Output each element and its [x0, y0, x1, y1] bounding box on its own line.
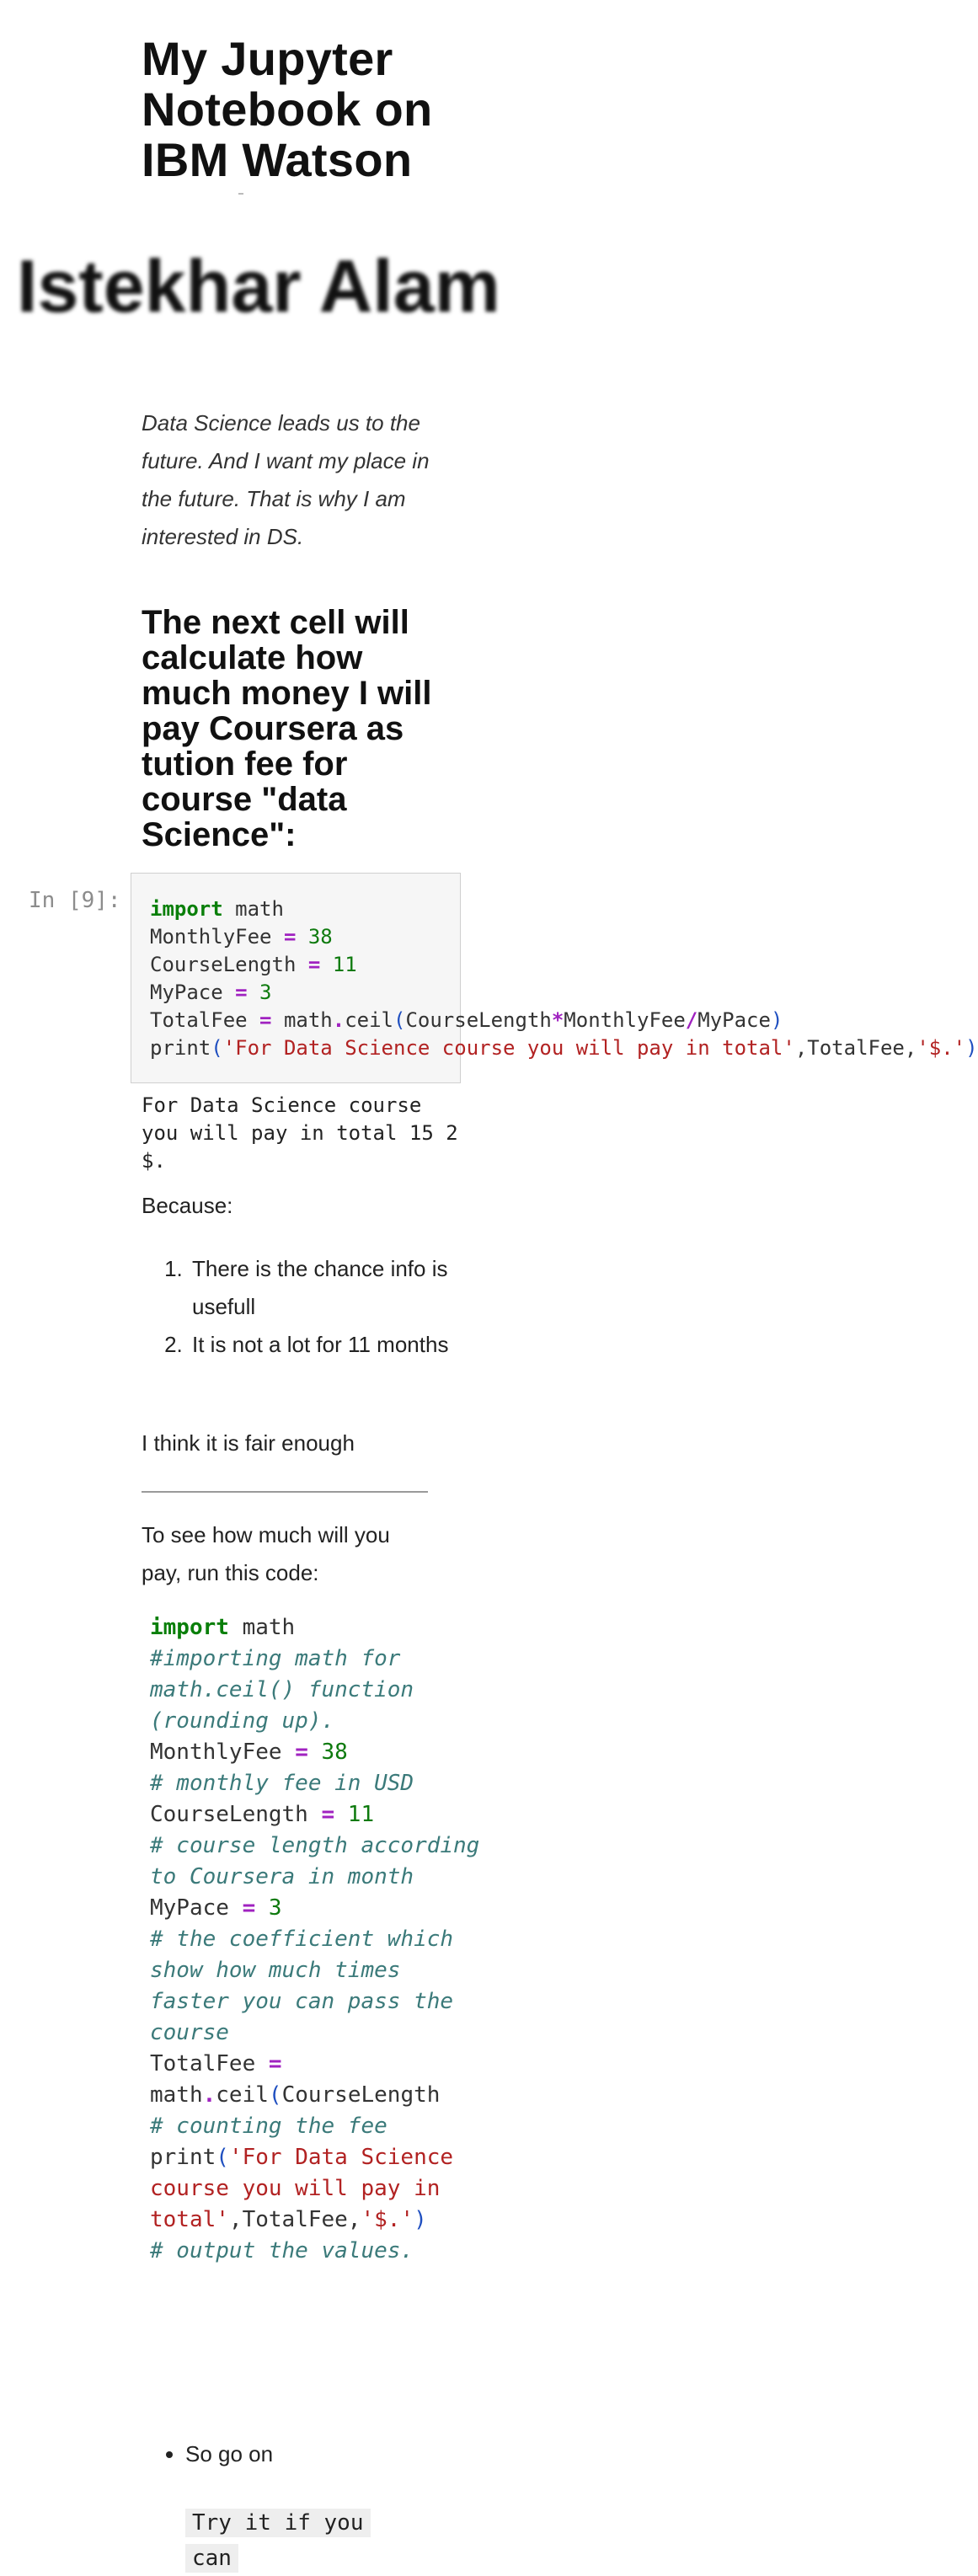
code-token: 3: [255, 1895, 282, 1921]
code-token: CourseLength: [150, 1802, 322, 1827]
code-token: CourseLength: [281, 2082, 441, 2108]
code-token: =: [295, 1740, 308, 1765]
author-name: Istekhar Alam: [17, 244, 500, 328]
code-token: /: [685, 1008, 698, 1032]
code-token: ,TotalFee,: [794, 1036, 917, 1060]
intro-paragraph: Data Science leads us to the future. And I want my place in the future. That is why I am interested in DS.: [142, 410, 430, 549]
code-token: ceil: [345, 1008, 393, 1032]
code-token: =: [242, 1895, 256, 1921]
code-token: 'For Data Science course you will pay in total': [150, 2145, 467, 2232]
code-token: =: [259, 1008, 272, 1032]
code-token: =: [307, 953, 321, 976]
code-comment: # monthly fee in USD: [150, 1771, 414, 1796]
list-item: 1. There is the chance info is usefull: [189, 1250, 450, 1326]
code-token: =: [268, 2051, 282, 2076]
code-token: (: [216, 2145, 229, 2170]
run-instruction: To see how much will you pay, run this code:: [142, 1522, 390, 1585]
code-token: ): [414, 2207, 427, 2232]
code-token: 11: [334, 1802, 375, 1827]
cell-prompt: In [9]:: [29, 888, 121, 913]
section-heading: The next cell will calculate how much money I will pay Coursera as tution fee for course "data Science":: [142, 604, 432, 853]
code-token: 38: [307, 1740, 348, 1765]
code-token: math: [271, 1008, 333, 1032]
code-token: (: [211, 1036, 223, 1060]
code-token: (: [268, 2082, 282, 2108]
code-token: MonthlyFee: [150, 925, 284, 949]
code-comment: # output the values.: [150, 2238, 414, 2263]
code-token: CourseLength: [405, 1008, 552, 1032]
list-item: 2. It is not a lot for 11 months: [189, 1326, 450, 1364]
code-token: MyPace: [150, 1895, 243, 1921]
code-token: ceil: [216, 2082, 269, 2108]
code-token: (: [393, 1008, 406, 1032]
fair-text: I think it is fair enough: [142, 1430, 355, 1456]
code-block: [150, 1612, 493, 2267]
bullet-list: [142, 2440, 489, 2468]
code-token: 'For Data Science course you will pay in total': [222, 1036, 795, 1060]
code-comment: #importing math for math.ceil() function (rounding up).: [150, 1646, 427, 1734]
horizontal-rule: [142, 1491, 428, 1493]
code-token: TotalFee: [150, 2051, 269, 2076]
code-token: 38: [296, 925, 333, 949]
code-comment: # counting the fee: [150, 2114, 387, 2139]
code-cell-input[interactable]: [131, 873, 978, 1083]
list-item: • So go on: [185, 2440, 489, 2468]
code-token: MonthlyFee: [564, 1008, 686, 1032]
code-token: .: [202, 2082, 216, 2108]
code-token: =: [235, 981, 248, 1004]
code-token: ): [965, 1036, 978, 1060]
because-label: Because:: [142, 1193, 233, 1218]
code-token: TotalFee: [150, 1008, 260, 1032]
code-token: print: [150, 2145, 216, 2170]
code-token: math: [228, 1615, 296, 1640]
code-token: math: [150, 2051, 296, 2108]
code-token: 11: [320, 953, 357, 976]
code-token: MonthlyFee: [150, 1740, 296, 1765]
code-token: import: [150, 897, 223, 921]
anchor-link-icon[interactable]: [238, 193, 243, 195]
code-token: ,TotalFee,: [228, 2207, 361, 2232]
code-token: =: [321, 1802, 335, 1827]
code-token: '$.': [361, 2207, 414, 2232]
code-token: .: [332, 1008, 345, 1032]
code-token: ): [770, 1008, 783, 1032]
notebook-title: My Jupyter Notebook on IBM Watson: [142, 32, 433, 186]
inline-code-text: Try it if you can: [185, 2509, 371, 2573]
reasons-list: [142, 1250, 450, 1364]
inline-code: [185, 2505, 396, 2576]
cell-output: For Data Science course you will pay in total 15 2 $.: [142, 1093, 471, 1173]
code-editor[interactable]: [131, 874, 978, 1062]
code-token: CourseLength: [150, 953, 308, 976]
code-token: print: [150, 1036, 211, 1060]
code-token: import: [150, 1615, 229, 1640]
code-token: MyPace: [697, 1008, 771, 1032]
code-token: math: [222, 897, 284, 921]
code-token: MyPace: [150, 981, 236, 1004]
code-comment: # course length according to Coursera in month: [150, 1833, 493, 1889]
code-token: *: [551, 1008, 564, 1032]
code-comment: # the coefficient which show how much times faster you can pass the course: [150, 1927, 467, 2045]
code-token: '$.': [917, 1036, 966, 1060]
code-token: =: [283, 925, 297, 949]
code-token: 3: [247, 981, 272, 1004]
